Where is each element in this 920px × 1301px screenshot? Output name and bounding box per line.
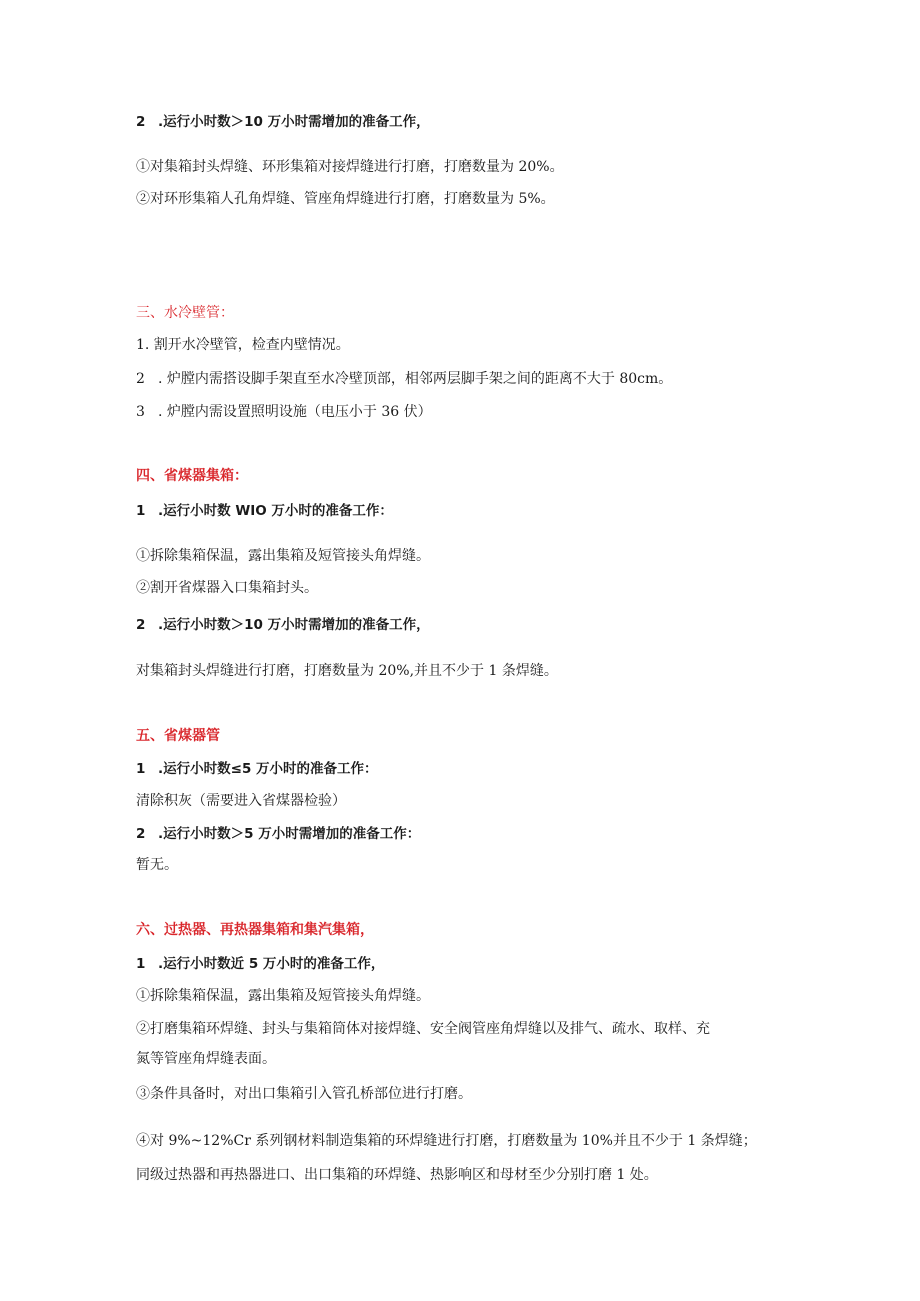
subheading-text: .运行小时数＞10 万小时需增加的准备工作，: [158, 114, 430, 130]
paragraph: ④对 9%~12%Cr 系列钢材料制造集箱的环焊缝进行打磨，打磨数量为 10%并且不少于 1 条焊缝；: [136, 1133, 757, 1149]
paragraph: ①拆除集箱保温，露出集箱及短管接头角焊缝。: [136, 988, 430, 1004]
item-number: 2: [136, 826, 146, 842]
item-number: 2: [136, 617, 146, 633]
paragraph: 1. 割开水冷壁管，检查内壁情况。: [136, 337, 350, 353]
subheading-hours-over-10w: [136, 112, 430, 132]
section-heading-economizer-tube: 五、省煤器管: [136, 728, 220, 744]
item-number: 1: [136, 503, 146, 519]
subheading: [136, 615, 430, 635]
subheading: [136, 759, 378, 779]
paragraph: ①拆除集箱保温，露出集箱及短管接头角焊缝。: [136, 548, 430, 564]
section-heading-superheater-header: 六、过热器、再热器集箱和集汽集箱，: [136, 922, 374, 938]
paragraph: [136, 369, 672, 389]
item-number: 2: [136, 371, 145, 387]
subheading: [136, 824, 420, 844]
subheading: [136, 954, 384, 974]
paragraph: 氮等管座角焊缝表面。: [136, 1051, 276, 1067]
item-number: 2: [136, 114, 146, 130]
item-number: 3: [136, 404, 145, 420]
item-number: 1: [136, 956, 146, 972]
subheading-text: .运行小时数≤5 万小时的准备工作：: [158, 761, 378, 777]
paragraph: ②对环形集箱人孔角焊缝、管座角焊缝进行打磨，打磨数量为 5%。: [136, 191, 555, 207]
paragraph: 清除积灰（需要进入省煤器检验）: [136, 793, 346, 809]
paragraph: ①对集箱封头焊缝、环形集箱对接焊缝进行打磨，打磨数量为 20%。: [136, 159, 564, 175]
paragraph: ③条件具备时，对出口集箱引入管孔桥部位进行打磨。: [136, 1086, 472, 1102]
paragraph: 对集箱封头焊缝进行打磨，打磨数量为 20%,并且不少于 1 条焊缝。: [136, 663, 558, 679]
paragraph: [136, 402, 432, 422]
section-heading-water-wall: 三、水冷壁管：: [136, 305, 234, 321]
paragraph: 同级过热器和再热器进口、出口集箱的环焊缝、热影响区和母材至少分别打磨 1 处。: [136, 1167, 658, 1183]
section-heading-economizer-header: 四、省煤器集箱：: [136, 468, 248, 484]
subheading-text: .运行小时数 WIO 万小时的准备工作：: [158, 503, 393, 519]
paragraph-text: . 炉膛内需搭设脚手架直至水冷壁顶部，相邻两层脚手架之间的距离不大于 80cm。: [158, 371, 673, 387]
subheading: [136, 501, 393, 521]
paragraph: 暂无。: [136, 857, 178, 873]
paragraph: ②割开省煤器入口集箱封头。: [136, 580, 318, 596]
subheading-text: .运行小时数近 5 万小时的准备工作，: [158, 956, 385, 972]
subheading-text: .运行小时数＞5 万小时需增加的准备工作：: [158, 826, 421, 842]
item-number: 1: [136, 761, 146, 777]
paragraph: ②打磨集箱环焊缝、封头与集箱筒体对接焊缝、安全阀管座角焊缝以及排气、疏水、取样、充: [136, 1021, 710, 1037]
subheading-text: .运行小时数＞10 万小时需增加的准备工作，: [158, 617, 430, 633]
paragraph-text: . 炉膛内需设置照明设施（电压小于 36 伏）: [158, 404, 432, 420]
